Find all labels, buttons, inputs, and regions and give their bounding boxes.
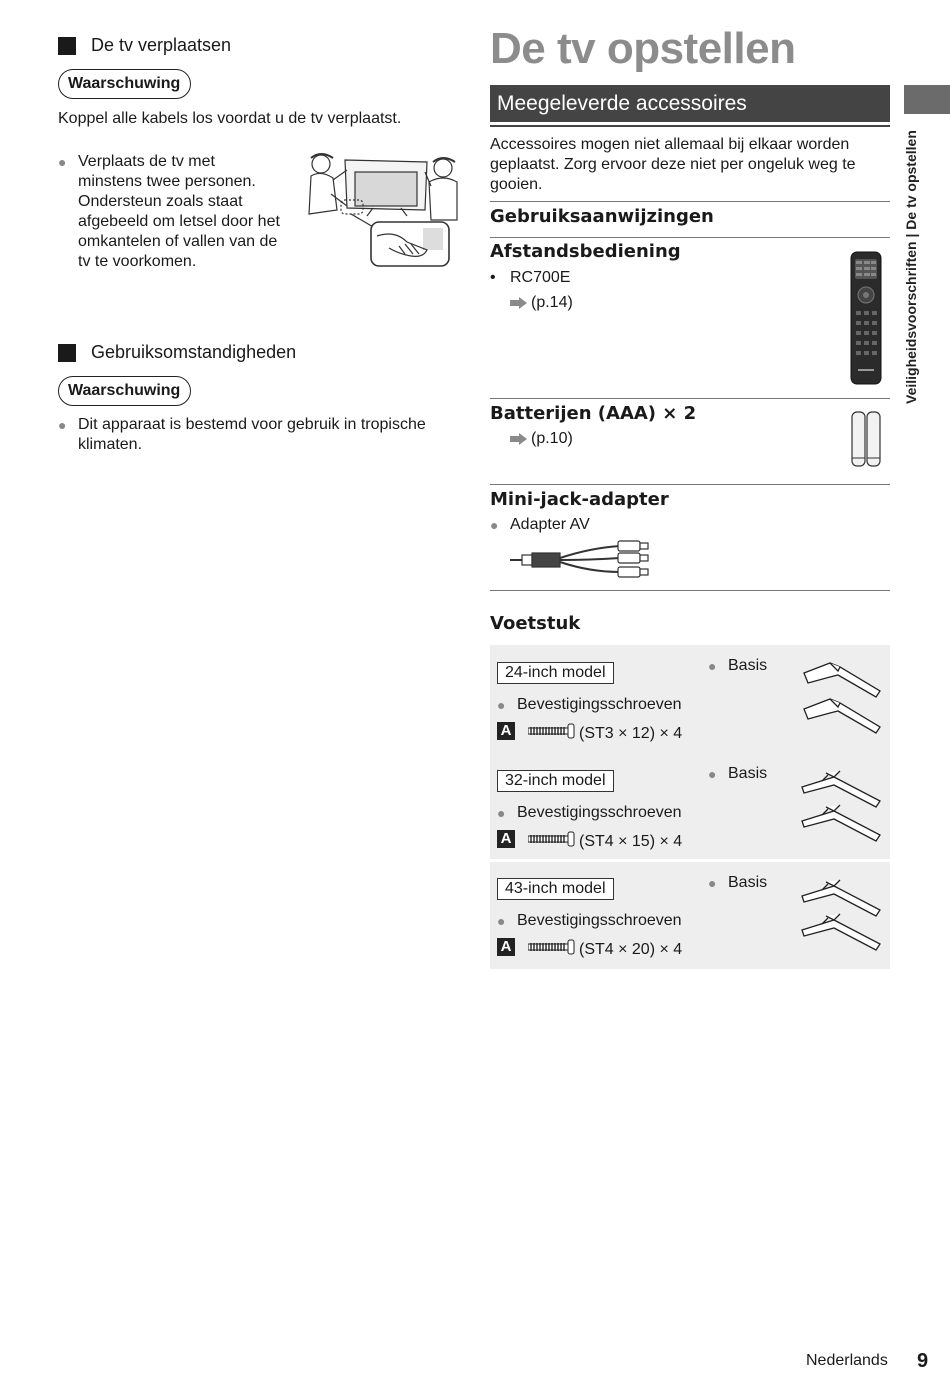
move-heading: De tv verplaatsen (58, 35, 231, 56)
bullet-icon: ● (708, 875, 717, 891)
divider (490, 484, 890, 485)
model-tag: 32-inch model (497, 770, 614, 792)
bullet-icon: ● (58, 417, 67, 433)
stand-model-43 (490, 862, 890, 970)
minijack-heading: Mini-jack-adapter (490, 489, 669, 510)
stand-heading: Voetstuk (490, 613, 581, 634)
screw-badge: A (497, 722, 515, 740)
move-intro: Koppel alle kabels los voordat u de tv verplaatst. (58, 110, 402, 127)
warning-label: Waarschuwing (58, 376, 191, 406)
arrow-right-icon (510, 433, 527, 445)
bullet-icon: ● (497, 805, 506, 821)
bullet-icon: ● (490, 517, 499, 533)
remote-model: • RC700E (490, 269, 571, 286)
screws-item: ● Bevestigingsschroeven (497, 804, 682, 821)
remote-page-ref[interactable]: (p.14) (510, 294, 573, 312)
accessories-intro: Accessoires mogen niet allemaal bij elkaar worden geplaatst. Zorg ervoor deze niet per ongeluk weg te gooien. (490, 136, 856, 193)
footer-language: Nederlands (806, 1352, 888, 1369)
base-item: ● Basis (708, 657, 768, 674)
stand-base-icon (800, 876, 884, 956)
arrow-right-icon (510, 297, 527, 309)
stand-base-icon (800, 767, 884, 847)
bullet-icon: ● (708, 658, 717, 674)
conditions-bullet: ● Dit apparaat is bestemd voor gebruik in tropische klimaten. (58, 416, 426, 453)
stand-base-icon (800, 657, 884, 737)
screw-spec: (ST3 × 12) × 4 (579, 725, 683, 742)
bullet-icon: ● (58, 154, 67, 170)
screw-badge: A (497, 830, 515, 848)
bullet-icon: ● (708, 766, 717, 782)
screws-item: ● Bevestigingsschroeven (497, 696, 682, 713)
batteries-heading: Batterijen (AAA) × 2 (490, 403, 697, 424)
divider (490, 201, 890, 202)
screw-badge: A (497, 938, 515, 956)
screw-spec: (ST4 × 15) × 4 (579, 833, 683, 850)
model-tag: 24-inch model (497, 662, 614, 684)
av-adapter-cable-icon (510, 538, 652, 580)
screw-icon (528, 939, 576, 955)
base-item: ● Basis (708, 765, 768, 782)
manuals-heading: Gebruiksaanwijzingen (490, 206, 714, 227)
remote-control-icon (850, 251, 882, 385)
divider (490, 237, 890, 238)
remote-heading: Afstandsbediening (490, 241, 681, 262)
side-tab (904, 85, 950, 114)
screws-item: ● Bevestigingsschroeven (497, 912, 682, 929)
side-tab-label: Veiligheidsvoorschriften | De tv opstellen (903, 130, 919, 404)
page-number: 9 (917, 1350, 929, 1372)
warning-label: Waarschuwing (58, 69, 191, 99)
stand-model-24 (490, 645, 890, 753)
divider (490, 398, 890, 399)
screw-icon (528, 723, 576, 739)
bullet-icon: ● (497, 913, 506, 929)
accessories-banner: Meegeleverde accessoires (490, 85, 890, 122)
base-item: ● Basis (708, 874, 768, 891)
screw-spec: (ST4 × 20) × 4 (579, 941, 683, 958)
tv-moving-illustration (303, 150, 461, 270)
minijack-item: ● Adapter AV (490, 516, 590, 533)
model-tag: 43-inch model (497, 878, 614, 900)
bullet-icon: ● (497, 697, 506, 713)
section-square-icon (58, 344, 76, 362)
screw-icon (528, 831, 576, 847)
conditions-heading: Gebruiksomstandigheden (58, 342, 296, 363)
divider (490, 125, 890, 127)
batteries-page-ref[interactable]: (p.10) (510, 430, 573, 448)
stand-model-32 (490, 753, 890, 861)
divider (490, 590, 890, 591)
section-square-icon (58, 37, 76, 55)
move-bullet: ● Verplaats de tv met minstens twee personen. Ondersteun zoals staat afgebeeld om letsel door het omkantelen of vallen van de tv te voorkomen. (58, 153, 280, 270)
page-title: De tv opstellen (490, 24, 796, 73)
batteries-icon (850, 410, 882, 468)
